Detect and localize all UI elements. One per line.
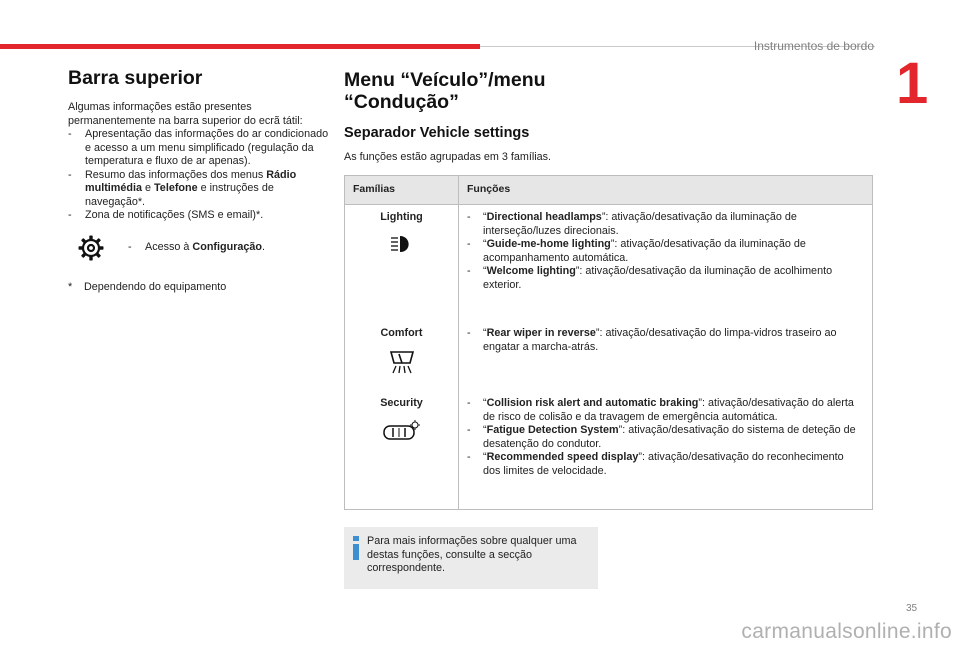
chapter-number: 1 [896, 51, 929, 116]
top-bar-title: Barra superior [68, 67, 203, 89]
left-column [68, 67, 330, 294]
vehicle-menu-title: Menu “Veículo”/menu “Condução” [344, 69, 546, 113]
right-column [344, 69, 874, 510]
list-item-text: Apresentação das informações do ar condicionado e acesso a um menu simplificado (regulação da temperatura e fluxo de ar apenas). [85, 128, 329, 167]
footnote-marker: * [68, 280, 73, 293]
list-item-text: Resumo das informações dos menus Rádio multimédia e Telefone e instruções de navegação*. [85, 168, 297, 208]
list-item [68, 169, 330, 210]
function-item: - “Recommended speed display”: ativação/desativação do reconhecimento dos limites de velocidade. [467, 451, 844, 477]
table-row [345, 391, 873, 510]
families-table [344, 175, 873, 511]
watermark: carmanualsonline.info [741, 620, 952, 643]
list-dash: - [68, 168, 72, 181]
functions-cell [459, 205, 873, 322]
info-box [344, 527, 598, 589]
footnote [68, 281, 330, 295]
headlamp-icon [389, 233, 415, 255]
list-dash: - [68, 209, 72, 221]
settings-access-text: Acesso à Configuração. [145, 240, 266, 253]
family-cell [345, 205, 459, 322]
top-bar-intro: Algumas informações estão presentes permanentemente na barra superior do ecrã tátil: [68, 101, 303, 127]
list-item [68, 128, 330, 169]
column-header-functions: Funções [459, 175, 873, 205]
list-dash: - [68, 128, 72, 140]
function-item: - “Rear wiper in reverse”: ativação/desativação do limpa-vidros traseiro ao engatar a marcha-atrás. [467, 327, 837, 353]
function-item: - “Directional headlamps”: ativação/desativação da iluminação de interseção/luzes direcionais. [467, 211, 797, 237]
family-cell [345, 321, 459, 391]
list-item [68, 209, 330, 223]
settings-access-row [68, 233, 330, 263]
function-item: - “Welcome lighting”: ativação/desativação da iluminação de acolhimento exterior. [467, 265, 833, 291]
section-header: Instrumentos de bordo [753, 39, 874, 53]
list-item-text: Zona de notificações (SMS e email)*. [85, 209, 264, 221]
list-dash: - [128, 240, 132, 253]
table-row [345, 321, 873, 391]
families-intro: As funções estão agrupadas em 3 famílias. [344, 151, 552, 163]
functions-cell [459, 391, 873, 510]
info-icon [351, 536, 361, 560]
family-label: Comfort [380, 327, 423, 339]
car-security-icon [382, 419, 422, 443]
vehicle-settings-subtitle: Separador Vehicle settings [344, 125, 530, 141]
rear-wiper-icon [387, 349, 417, 375]
family-cell [345, 391, 459, 510]
function-item: - “Guide-me-home lighting”: ativação/desativação da iluminação de acompanhamento automática. [467, 238, 806, 264]
table-row [345, 205, 873, 322]
gear-icon [76, 233, 106, 263]
function-item: - “Collision risk alert and automatic braking”: ativação/desativação do alerta de risco de colisão e da travagem de emergência automática. [467, 397, 854, 423]
page-number: 35 [906, 603, 918, 614]
family-label: Security [380, 397, 423, 409]
footnote-text: Dependendo do equipamento [84, 280, 227, 293]
header-accent-bar [0, 44, 480, 49]
info-text: Para mais informações sobre qualquer uma destas funções, consulte a secção correspondente. [367, 535, 577, 574]
functions-cell [459, 321, 873, 391]
function-item: - “Fatigue Detection System”: ativação/desativação do sistema de deteção de desatenção do condutor. [467, 424, 856, 450]
table-header-row [345, 175, 873, 205]
family-label: Lighting [380, 211, 423, 223]
column-header-families: Famílias [345, 175, 459, 205]
